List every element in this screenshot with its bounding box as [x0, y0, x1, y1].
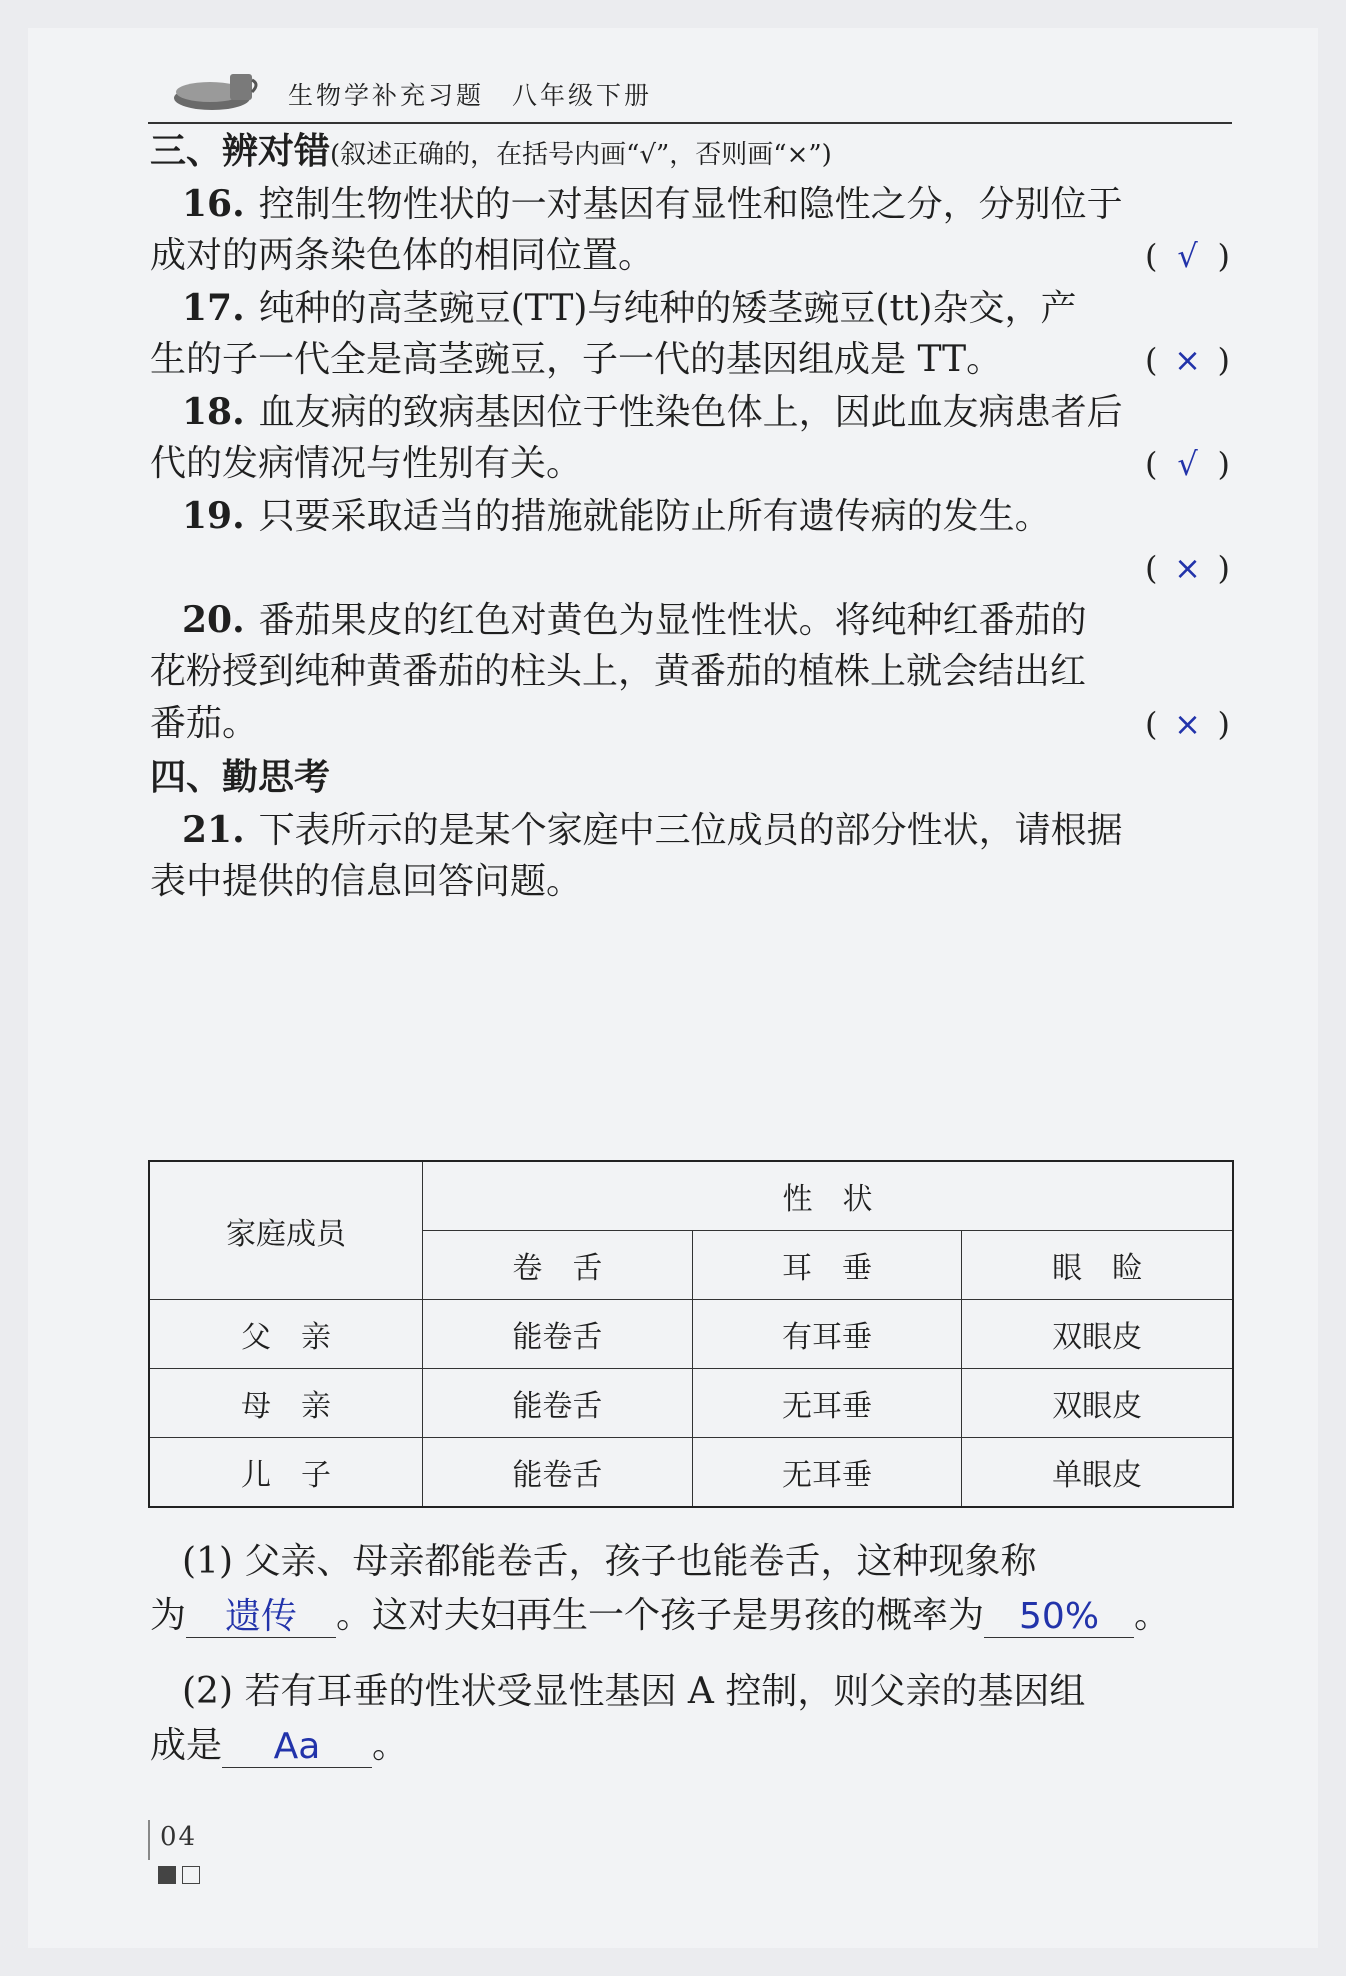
q18-text2: 代的发病情况与性别有关。 — [150, 443, 583, 484]
section-3-note: (叙述正确的，在括号内画“√”，否则画“×”) — [330, 140, 832, 170]
sub1-line2 — [150, 1594, 1230, 1638]
q19-text1: 只要采取适当的措施就能防止所有遗传病的发生。 — [258, 496, 1051, 537]
q19-line1 — [182, 494, 1230, 539]
q18-text1: 血友病的致病基因位于性染色体上，因此血友病患者后 — [258, 392, 1123, 433]
sub2-line1 — [182, 1670, 1230, 1714]
filled-square-icon — [158, 1866, 176, 1884]
section-3-title: 三、辨对错 — [150, 131, 331, 172]
q20-line2 — [150, 650, 1230, 694]
sub1-line1 — [182, 1540, 1230, 1584]
q20-answer-mark: × — [1174, 705, 1201, 743]
q21-text2: 表中提供的信息回答问题。 — [150, 861, 583, 902]
table-col-header: 卷 舌 — [423, 1231, 693, 1300]
table-cell: 有耳垂 — [692, 1300, 962, 1369]
q20-text2: 花粉授到纯种黄番茄的柱头上，黄番茄的植株上就会结出红 — [150, 651, 1087, 692]
table-cell: 能卷舌 — [423, 1438, 693, 1508]
q16-text1: 控制生物性状的一对基因有显性和隐性之分，分别位于 — [258, 184, 1123, 225]
q17-answer: ( × ) — [1145, 338, 1230, 382]
q21-text1: 下表所示的是某个家庭中三位成员的部分性状，请根据 — [258, 810, 1123, 851]
sub1-end: 。 — [1134, 1595, 1171, 1636]
sub2-line2 — [150, 1724, 1230, 1768]
table-cell-member: 父 亲 — [149, 1300, 423, 1369]
q17-text1: 纯种的高茎豌豆(TT)与纯种的矮茎豌豆(tt)杂交，产 — [258, 288, 1077, 329]
q20-text1: 番茄果皮的红色对黄色为显性性状。将纯种红番茄的 — [258, 600, 1087, 641]
page-number: 04 — [160, 1822, 198, 1852]
q20-answer: ( × ) — [1145, 702, 1230, 746]
q19-answer-mark: × — [1174, 549, 1201, 587]
section-3-heading — [150, 130, 1230, 177]
table-cell: 双眼皮 — [962, 1300, 1233, 1369]
q21-number: 21. — [182, 809, 245, 851]
q20-number: 20. — [182, 599, 245, 641]
sub2-prefix: 成是 — [150, 1725, 223, 1766]
page-header — [148, 72, 1232, 124]
q20-line3 — [150, 702, 1230, 746]
q18-line2 — [150, 442, 1230, 486]
footer-rule — [148, 1820, 150, 1860]
q17-text2: 生的子一代全是高茎豌豆，子一代的基因组成是 TT。 — [150, 339, 1003, 380]
sub1-middle: 。这对夫妇再生一个孩子是男孩的概率为 — [336, 1595, 985, 1636]
q18-number: 18. — [182, 391, 245, 433]
traits-table — [148, 1160, 1234, 1508]
table-cell: 能卷舌 — [423, 1300, 693, 1369]
table-col-header: 眼 睑 — [962, 1231, 1233, 1300]
table-col-header: 耳 垂 — [692, 1231, 962, 1300]
section-4-heading — [150, 756, 1230, 800]
table-cell-member: 母 亲 — [149, 1369, 423, 1438]
table-cell: 双眼皮 — [962, 1369, 1233, 1438]
q18-line1 — [182, 390, 1230, 435]
q21-line2 — [150, 860, 1230, 904]
q19-answer: ( × ) — [1145, 546, 1230, 590]
q16-number: 16. — [182, 183, 245, 225]
table-row — [149, 1369, 1233, 1438]
table-row — [149, 1438, 1233, 1508]
empty-square-icon — [182, 1866, 200, 1884]
sub2-end: 。 — [372, 1725, 409, 1766]
sub1-text1: (1) 父亲、母亲都能卷舌，孩子也能卷舌，这种现象称 — [182, 1541, 1037, 1582]
q20-line1 — [182, 598, 1230, 643]
sub1-answer2-blank[interactable]: 50% — [984, 1595, 1134, 1638]
table-header-traits: 性 状 — [423, 1161, 1234, 1231]
table-cell-member: 儿 子 — [149, 1438, 423, 1508]
sub1-answer1-blank[interactable]: 遗传 — [186, 1595, 336, 1638]
table-header-member: 家庭成员 — [149, 1161, 423, 1300]
q16-answer-mark: √ — [1177, 237, 1198, 275]
q16-answer: ( √ ) — [1145, 234, 1230, 278]
q17-line2 — [150, 338, 1230, 382]
q17-answer-mark: × — [1174, 341, 1201, 379]
book-icon — [172, 68, 262, 114]
table-cell: 无耳垂 — [692, 1438, 962, 1508]
q21-line1 — [182, 808, 1230, 853]
table-row — [149, 1300, 1233, 1369]
q20-text3: 番茄。 — [150, 703, 259, 744]
section-4-title: 四、勤思考 — [150, 757, 331, 798]
q16-line1 — [182, 182, 1230, 227]
q16-line2 — [150, 234, 1230, 278]
sub1-prefix: 为 — [150, 1595, 187, 1636]
sub2-answer-blank[interactable]: Aa — [222, 1725, 372, 1768]
table-cell: 单眼皮 — [962, 1438, 1233, 1508]
q17-number: 17. — [182, 287, 245, 329]
header-title: 生物学补充习题 八年级下册 — [288, 81, 653, 110]
q16-text2: 成对的两条染色体的相同位置。 — [150, 235, 655, 276]
q17-line1 — [182, 286, 1230, 331]
q18-answer: ( √ ) — [1145, 442, 1230, 486]
sub2-text1: (2) 若有耳垂的性状受显性基因 A 控制，则父亲的基因组 — [182, 1671, 1086, 1712]
q18-answer-mark: √ — [1177, 445, 1198, 483]
q19-number: 19. — [182, 495, 245, 537]
table-cell: 能卷舌 — [423, 1369, 693, 1438]
table-cell: 无耳垂 — [692, 1369, 962, 1438]
